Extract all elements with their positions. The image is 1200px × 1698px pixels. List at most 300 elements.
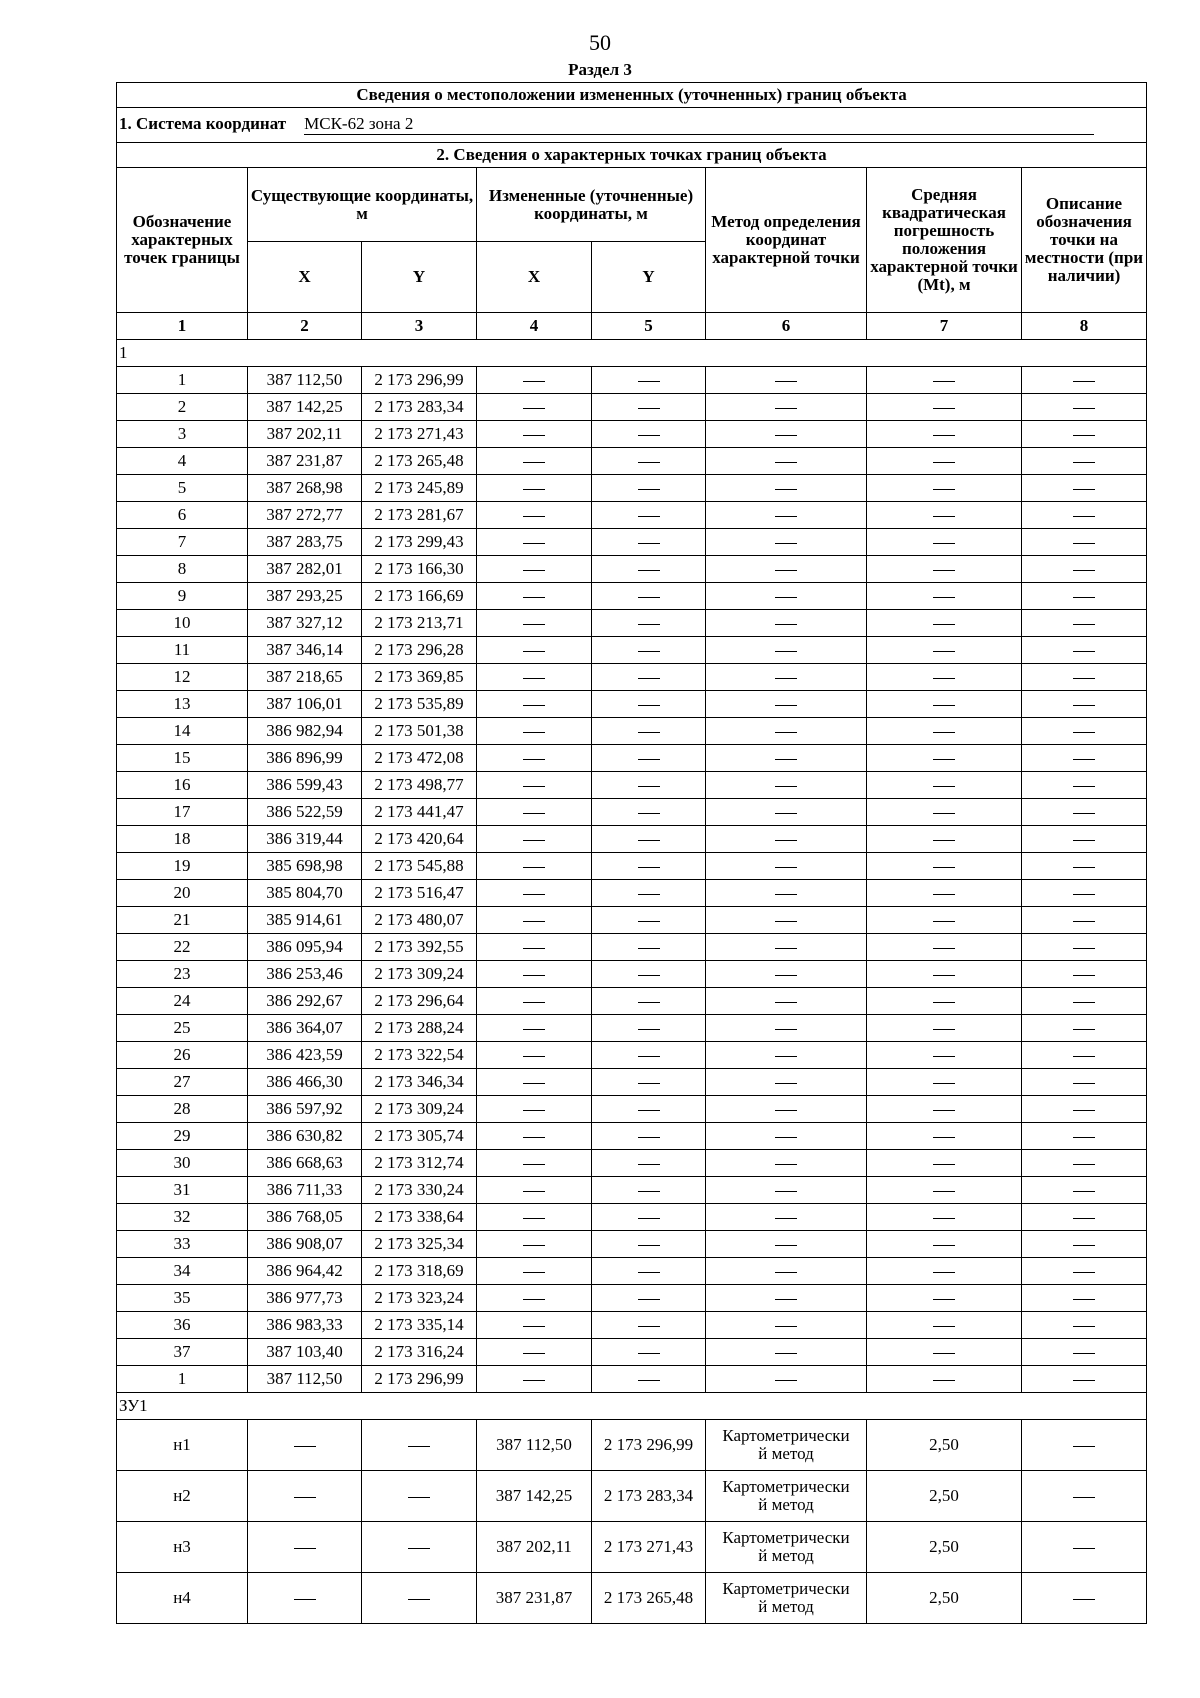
empty-value-cell [706,1204,867,1231]
table-row [117,880,1147,907]
dash-mark [638,1110,660,1111]
dash-mark [523,651,545,652]
empty-value-cell [867,988,1022,1015]
subsection-title: 2. Сведения о характерных точках границ объекта [117,143,1147,168]
empty-value-cell [1022,367,1147,394]
empty-value-cell [592,745,706,772]
point-id: 26 [117,1042,248,1069]
dash-mark [523,543,545,544]
dash-mark [1073,1272,1095,1273]
page-number: 50 [589,30,611,55]
empty-value-cell [706,1123,867,1150]
existing-x: 385 914,61 [248,907,362,934]
dash-mark [408,1446,430,1447]
dash-mark [523,597,545,598]
empty-value-cell [248,1471,362,1522]
point-id: 19 [117,853,248,880]
dash-mark [523,867,545,868]
existing-y: 2 173 245,89 [362,475,477,502]
empty-value-cell [867,1204,1022,1231]
dash-mark [775,462,797,463]
empty-value-cell [1022,1096,1147,1123]
empty-value-cell [1022,826,1147,853]
empty-value-cell [592,502,706,529]
dash-mark [1073,1299,1095,1300]
table-row [117,1312,1147,1339]
dash-mark [775,381,797,382]
empty-value-cell [477,1231,592,1258]
empty-value-cell [1022,1312,1147,1339]
point-id: 21 [117,907,248,934]
table-row [117,1069,1147,1096]
point-id: 15 [117,745,248,772]
point-id: 22 [117,934,248,961]
empty-value-cell [867,1312,1022,1339]
existing-x: 386 364,07 [248,1015,362,1042]
empty-value-cell [1022,988,1147,1015]
dash-mark [775,1218,797,1219]
point-id: 32 [117,1204,248,1231]
dash-mark [523,759,545,760]
empty-value-cell [1022,583,1147,610]
empty-value-cell [477,1366,592,1393]
dash-mark [638,1002,660,1003]
point-id: 24 [117,988,248,1015]
dash-mark [933,1083,955,1084]
dash-mark [933,1353,955,1354]
dash-mark [933,975,955,976]
existing-y: 2 173 420,64 [362,826,477,853]
empty-value-cell [1022,1573,1147,1624]
dash-mark [1073,813,1095,814]
empty-value-cell [706,529,867,556]
table-row [117,1366,1147,1393]
empty-value-cell [706,502,867,529]
empty-value-cell [592,1366,706,1393]
empty-value-cell [592,1150,706,1177]
existing-x: 387 112,50 [248,1366,362,1393]
dash-mark [638,813,660,814]
empty-value-cell [706,691,867,718]
empty-value-cell [867,1123,1022,1150]
table-row [117,1471,1147,1522]
empty-value-cell [592,718,706,745]
dash-mark [638,948,660,949]
empty-value-cell [1022,637,1147,664]
point-id: 23 [117,961,248,988]
dash-mark [775,651,797,652]
empty-value-cell [1022,1231,1147,1258]
header-changed-y: Y [592,242,706,313]
dash-mark [523,624,545,625]
empty-value-cell [706,1285,867,1312]
dash-mark [775,1110,797,1111]
existing-y: 2 173 441,47 [362,799,477,826]
point-id: 17 [117,799,248,826]
empty-value-cell [867,853,1022,880]
dash-mark [638,1326,660,1327]
point-id: 1 [117,1366,248,1393]
empty-value-cell [706,1177,867,1204]
existing-x: 387 327,12 [248,610,362,637]
point-id: 4 [117,448,248,475]
existing-y: 2 173 305,74 [362,1123,477,1150]
dash-mark [1073,1164,1095,1165]
dash-mark [933,624,955,625]
empty-value-cell [592,1042,706,1069]
dash-mark [775,624,797,625]
dash-mark [933,1326,955,1327]
empty-value-cell [706,988,867,1015]
table-row [117,1042,1147,1069]
table-row [117,475,1147,502]
empty-value-cell [706,1096,867,1123]
empty-value-cell [1022,1204,1147,1231]
dash-mark [523,1245,545,1246]
empty-value-cell [1022,1015,1147,1042]
point-id: 18 [117,826,248,853]
empty-value-cell [867,691,1022,718]
dash-mark [933,705,955,706]
point-id: 7 [117,529,248,556]
empty-value-cell [1022,880,1147,907]
dash-mark [1073,435,1095,436]
existing-x: 385 804,70 [248,880,362,907]
empty-value-cell [1022,502,1147,529]
empty-value-cell [1022,1471,1147,1522]
dash-mark [523,921,545,922]
point-id: 29 [117,1123,248,1150]
dash-mark [775,1083,797,1084]
empty-value-cell [477,745,592,772]
point-id: 8 [117,556,248,583]
dash-mark [638,516,660,517]
empty-value-cell [867,934,1022,961]
table-row [117,1285,1147,1312]
dash-mark [1073,462,1095,463]
empty-value-cell [706,1069,867,1096]
table-row [117,1177,1147,1204]
existing-y: 2 173 516,47 [362,880,477,907]
empty-value-cell [706,961,867,988]
dash-mark [523,1083,545,1084]
point-id: 31 [117,1177,248,1204]
existing-y: 2 173 330,24 [362,1177,477,1204]
empty-value-cell [867,826,1022,853]
dash-mark [933,867,955,868]
empty-value-cell [592,529,706,556]
point-id: 36 [117,1312,248,1339]
table-row [117,394,1147,421]
existing-y: 2 173 309,24 [362,1096,477,1123]
dash-mark [775,705,797,706]
dash-mark [638,840,660,841]
empty-value-cell [1022,475,1147,502]
header-method: Метод определения координат характерной точки [706,168,867,313]
table-row [117,745,1147,772]
dash-mark [523,948,545,949]
group-label: 1 [117,340,1147,367]
dash-mark [638,543,660,544]
dash-mark [523,705,545,706]
dash-mark [1073,408,1095,409]
empty-value-cell [867,745,1022,772]
coord-system-row [117,108,1147,143]
existing-y: 2 173 338,64 [362,1204,477,1231]
existing-y: 2 173 498,77 [362,772,477,799]
boundary-points-table [116,82,1147,1624]
dash-mark [775,678,797,679]
dash-mark [775,489,797,490]
existing-x: 386 983,33 [248,1312,362,1339]
dash-mark [638,678,660,679]
existing-x: 387 272,77 [248,502,362,529]
empty-value-cell [706,610,867,637]
empty-value-cell [477,1177,592,1204]
existing-x: 386 466,30 [248,1069,362,1096]
dash-mark [775,1326,797,1327]
existing-x: 386 423,59 [248,1042,362,1069]
empty-value-cell [867,1339,1022,1366]
table-row [117,691,1147,718]
table-row [117,1231,1147,1258]
dash-mark [523,1002,545,1003]
dash-mark [775,732,797,733]
empty-value-cell [867,475,1022,502]
header-existing-x: X [248,242,362,313]
existing-y: 2 173 281,67 [362,502,477,529]
empty-value-cell [867,367,1022,394]
table-title-row [117,83,1147,108]
dash-mark [638,624,660,625]
existing-x: 386 253,46 [248,961,362,988]
point-id: 6 [117,502,248,529]
empty-value-cell [477,1312,592,1339]
dash-mark [1073,651,1095,652]
point-id: 34 [117,1258,248,1285]
point-id: н4 [117,1573,248,1624]
dash-mark [933,1272,955,1273]
empty-value-cell [592,1312,706,1339]
table-row [117,421,1147,448]
existing-y: 2 173 472,08 [362,745,477,772]
table-row [117,583,1147,610]
table-row [117,1015,1147,1042]
empty-value-cell [706,1015,867,1042]
empty-value-cell [477,1096,592,1123]
dash-mark [638,570,660,571]
empty-value-cell [477,475,592,502]
empty-value-cell [592,1204,706,1231]
dash-mark [1073,1218,1095,1219]
dash-mark [933,840,955,841]
empty-value-cell [867,1096,1022,1123]
table-row [117,610,1147,637]
existing-x: 387 283,75 [248,529,362,556]
empty-value-cell [477,853,592,880]
empty-value-cell [867,880,1022,907]
existing-x: 386 597,92 [248,1096,362,1123]
empty-value-cell [1022,394,1147,421]
dash-mark [933,1191,955,1192]
existing-y: 2 173 535,89 [362,691,477,718]
dash-mark [933,921,955,922]
dash-mark [1073,1083,1095,1084]
table-row [117,1258,1147,1285]
existing-y: 2 173 323,24 [362,1285,477,1312]
existing-x: 385 698,98 [248,853,362,880]
existing-y: 2 173 392,55 [362,934,477,961]
dash-mark [1073,1137,1095,1138]
empty-value-cell [477,610,592,637]
dash-mark [933,786,955,787]
dash-mark [933,759,955,760]
dash-mark [933,1380,955,1381]
table-row [117,853,1147,880]
dash-mark [1073,1497,1095,1498]
empty-value-cell [477,988,592,1015]
dash-mark [638,1299,660,1300]
dash-mark [638,489,660,490]
dash-mark [775,1353,797,1354]
point-id: 5 [117,475,248,502]
dash-mark [775,867,797,868]
dash-mark [775,1191,797,1192]
empty-value-cell [867,556,1022,583]
dash-mark [638,1083,660,1084]
point-id: 12 [117,664,248,691]
empty-value-cell [477,1042,592,1069]
dash-mark [1073,597,1095,598]
empty-value-cell [477,799,592,826]
empty-value-cell [867,448,1022,475]
existing-y: 2 173 288,24 [362,1015,477,1042]
existing-x: 386 522,59 [248,799,362,826]
dash-mark [638,462,660,463]
empty-value-cell [592,1339,706,1366]
empty-value-cell [706,826,867,853]
dash-mark [1073,1002,1095,1003]
existing-x: 386 630,82 [248,1123,362,1150]
existing-y: 2 173 296,28 [362,637,477,664]
empty-value-cell [1022,1420,1147,1471]
existing-x: 387 293,25 [248,583,362,610]
existing-x: 387 231,87 [248,448,362,475]
table-row [117,664,1147,691]
dash-mark [1073,543,1095,544]
dash-mark [775,1137,797,1138]
empty-value-cell [477,394,592,421]
empty-value-cell [706,1231,867,1258]
empty-value-cell [592,1015,706,1042]
empty-value-cell [706,583,867,610]
empty-value-cell [706,934,867,961]
dash-mark [523,516,545,517]
dash-mark [523,1110,545,1111]
dash-mark [775,597,797,598]
table-row [117,1150,1147,1177]
dash-mark [933,1218,955,1219]
empty-value-cell [477,1285,592,1312]
dash-mark [933,948,955,949]
dash-mark [933,489,955,490]
dash-mark [638,651,660,652]
empty-value-cell [706,799,867,826]
empty-value-cell [592,421,706,448]
existing-y: 2 173 322,54 [362,1042,477,1069]
empty-value-cell [867,718,1022,745]
existing-y: 2 173 296,99 [362,367,477,394]
empty-value-cell [867,961,1022,988]
dash-mark [1073,1548,1095,1549]
existing-y: 2 173 318,69 [362,1258,477,1285]
existing-x: 387 112,50 [248,367,362,394]
empty-value-cell [477,1069,592,1096]
empty-value-cell [706,556,867,583]
point-id: 2 [117,394,248,421]
empty-value-cell [1022,772,1147,799]
dash-mark [523,1191,545,1192]
dash-mark [1073,894,1095,895]
dash-mark [523,381,545,382]
existing-y: 2 173 265,48 [362,448,477,475]
dash-mark [775,1029,797,1030]
header-changed-coords: Измененные (уточненные) координаты, м [477,168,706,242]
method-cell [706,1522,867,1573]
column-numbers-row [117,313,1147,340]
table-row [117,718,1147,745]
existing-y: 2 173 545,88 [362,853,477,880]
column-number: 8 [1022,313,1147,340]
dash-mark [1073,570,1095,571]
table-row [117,1522,1147,1573]
point-id: н1 [117,1420,248,1471]
dash-mark [1073,1056,1095,1057]
empty-value-cell [1022,448,1147,475]
existing-y: 2 173 312,74 [362,1150,477,1177]
empty-value-cell [477,1258,592,1285]
dash-mark [523,1353,545,1354]
empty-value-cell [477,691,592,718]
column-number: 4 [477,313,592,340]
dash-mark [638,1029,660,1030]
empty-value-cell [1022,1339,1147,1366]
existing-y: 2 173 325,34 [362,1231,477,1258]
table-row [117,1339,1147,1366]
dash-mark [933,381,955,382]
empty-value-cell [477,367,592,394]
empty-value-cell [1022,1042,1147,1069]
empty-value-cell [706,448,867,475]
empty-value-cell [706,718,867,745]
empty-value-cell [592,1177,706,1204]
column-number: 2 [248,313,362,340]
dash-mark [933,408,955,409]
table-row [117,988,1147,1015]
empty-value-cell [867,1177,1022,1204]
dash-mark [523,570,545,571]
empty-value-cell [477,583,592,610]
changed-y: 2 173 265,48 [592,1573,706,1624]
empty-value-cell [477,502,592,529]
header-point-designation: Обозначение характерных точек границы [117,168,248,313]
subsection-title-row [117,143,1147,168]
method-text-line: й метод [758,1495,814,1514]
dash-mark [638,1353,660,1354]
dash-mark [638,759,660,760]
table-row [117,556,1147,583]
table-row [117,448,1147,475]
